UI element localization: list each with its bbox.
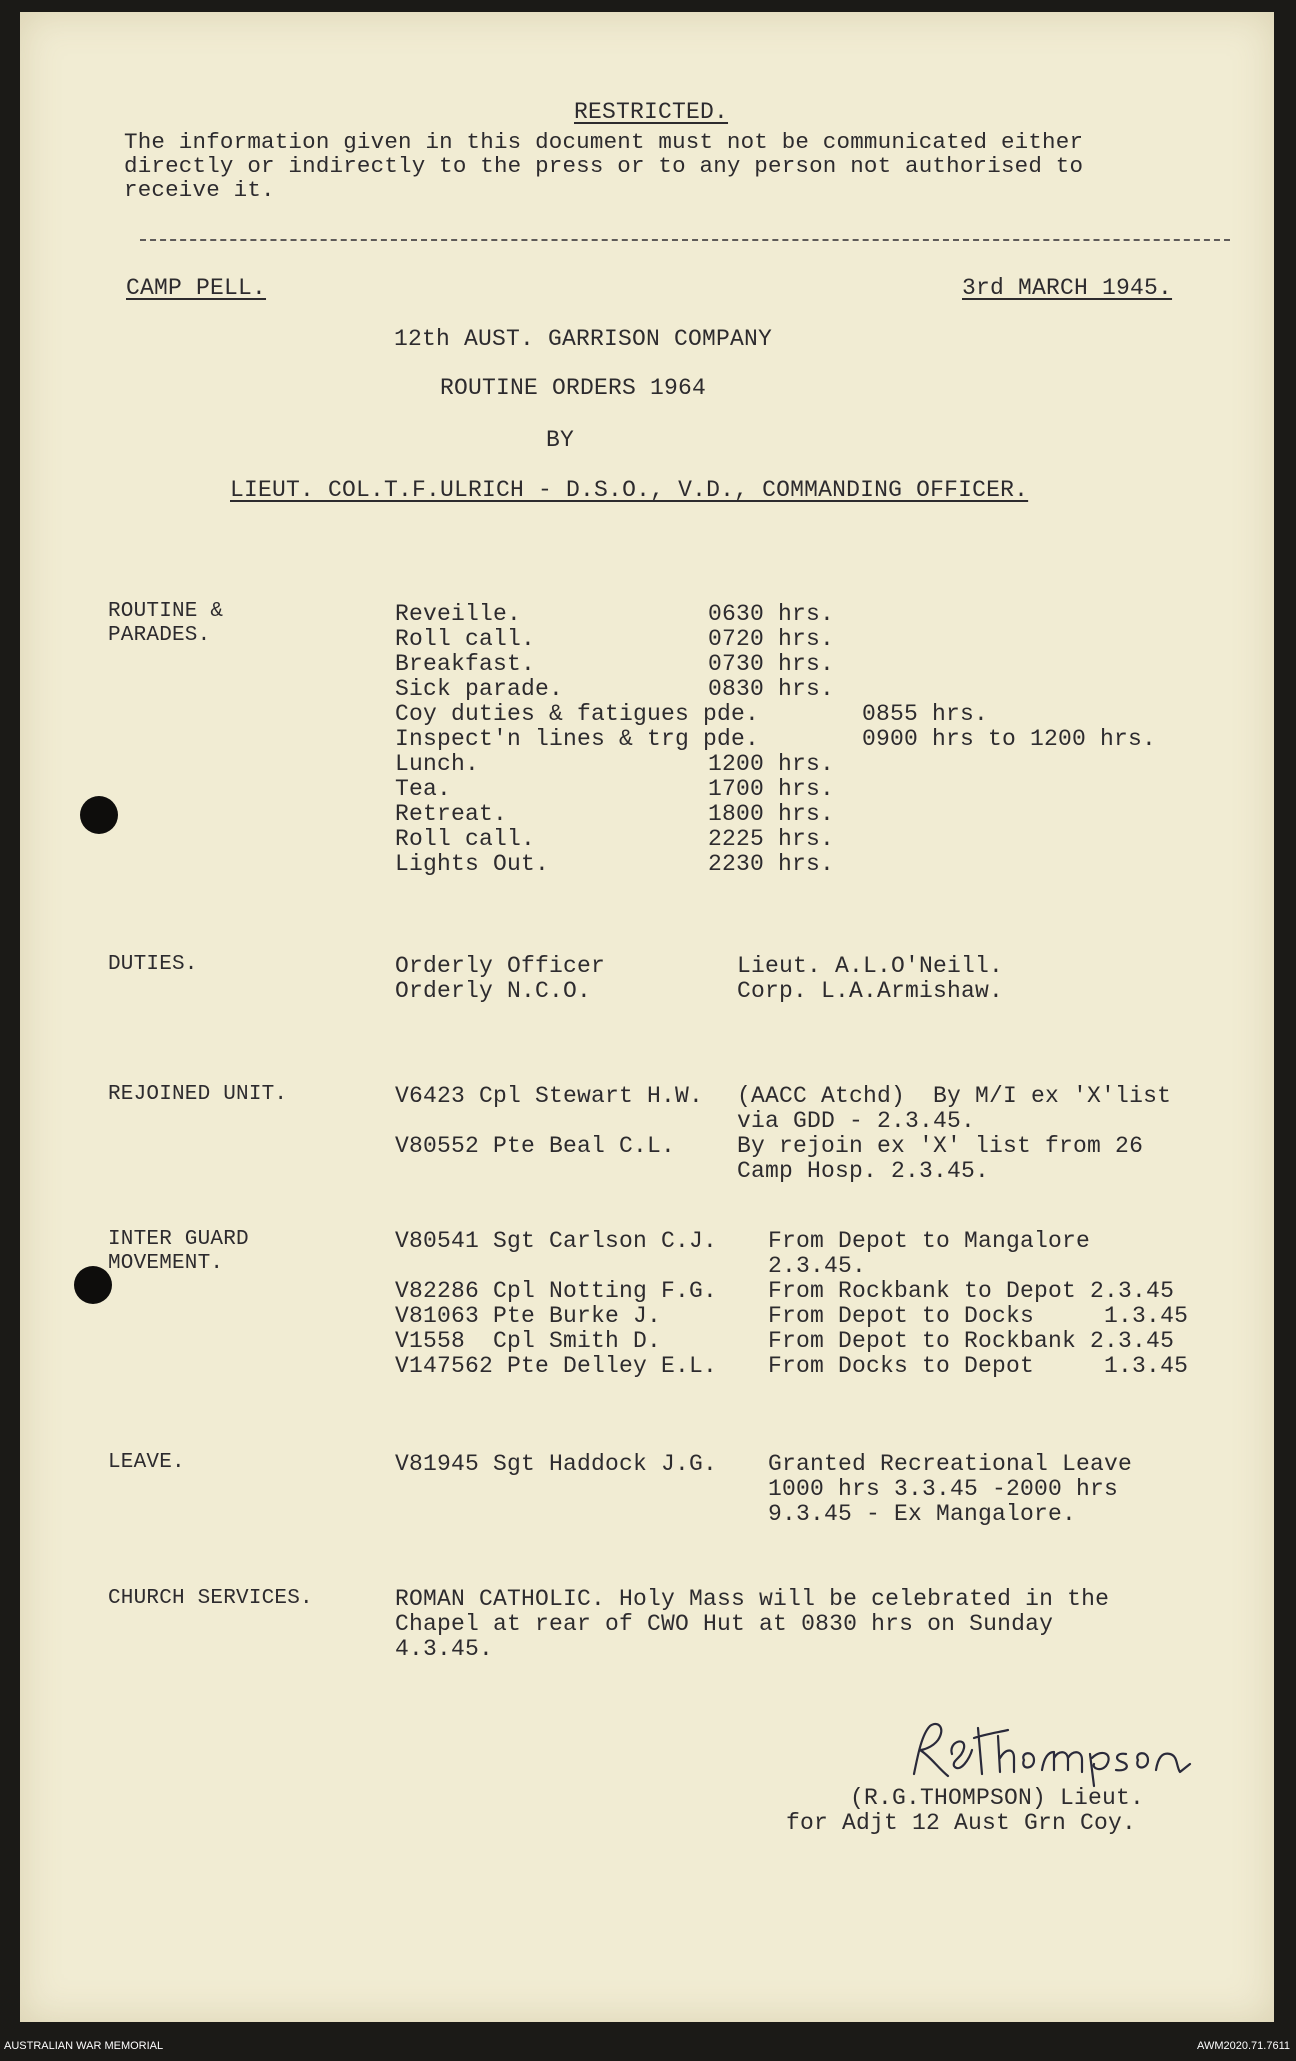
movement-who: V147562 Pte Delley E.L. (395, 1353, 718, 1379)
movement-who: V82286 Cpl Notting F.G. (395, 1278, 718, 1304)
routine-item-label: Roll call. (395, 626, 536, 652)
church-heading: CHURCH SERVICES. (108, 1587, 313, 1610)
duty-name: Corp. L.A.Armishaw. (737, 978, 1004, 1004)
routine-item-label: Sick parade. (395, 676, 564, 702)
routine-item-label: Breakfast. (395, 651, 536, 677)
leave-who: V81945 Sgt Haddock J.G. (395, 1451, 718, 1477)
rejoined-who: V6423 Cpl Stewart H.W. (395, 1083, 704, 1109)
routine-item-label: Reveille. (395, 601, 522, 627)
punch-hole (74, 1266, 112, 1304)
routine-item-label: Retreat. (395, 801, 508, 827)
church-text: 4.3.45. (395, 1636, 494, 1662)
routine-item-time: 0730 hrs. (708, 651, 835, 677)
leave-heading: LEAVE. (108, 1451, 185, 1474)
church-text: Chapel at rear of CWO Hut at 0830 hrs on Sunday (395, 1611, 1054, 1637)
notice-line-1: The information given in this document must not be communicated either (124, 129, 1084, 155)
movement-who: V80541 Sgt Carlson C.J. (395, 1228, 718, 1254)
routine-item-time: 2225 hrs. (708, 826, 835, 852)
routine-item-label: Inspect'n lines & trg pde. (395, 726, 760, 752)
rejoined-heading: REJOINED UNIT. (108, 1083, 288, 1106)
restricted-heading: RESTRICTED. (574, 99, 729, 125)
place: CAMP PELL. (126, 275, 267, 301)
archive-credit: AUSTRALIAN WAR MEMORIAL (4, 2040, 164, 2052)
movement-detail: From Depot to Docks 1.3.45 (768, 1303, 1189, 1329)
routine-item-label: Lights Out. (395, 851, 550, 877)
divider-line (140, 239, 1230, 241)
commanding-officer: LIEUT. COL.T.F.ULRICH - D.S.O., V.D., COMMANDING OFFICER. (230, 477, 1029, 503)
routine-item-time: 0720 hrs. (708, 626, 835, 652)
signatory-role: for Adjt 12 Aust Grn Coy. (786, 1810, 1137, 1836)
document-page (20, 12, 1274, 2022)
rejoined-detail: Camp Hosp. 2.3.45. (737, 1158, 990, 1184)
punch-hole (80, 796, 118, 834)
routine-item-time: 0900 hrs to 1200 hrs. (862, 726, 1157, 752)
rejoined-detail: via GDD - 2.3.45. (737, 1108, 976, 1134)
rejoined-detail: By rejoin ex 'X' list from 26 (737, 1133, 1144, 1159)
notice-line-2: directly or indirectly to the press or to any person not authorised to (124, 153, 1084, 179)
routine-item-time: 0855 hrs. (862, 701, 989, 727)
movement-detail: From Depot to Mangalore (768, 1228, 1091, 1254)
routine-item-time: 1800 hrs. (708, 801, 835, 827)
duties-heading: DUTIES. (108, 953, 198, 976)
routine-heading-1: ROUTINE & (108, 600, 224, 623)
rejoined-detail: (AACC Atchd) By M/I ex 'X'list (737, 1083, 1172, 1109)
routine-item-label: Tea. (395, 776, 452, 802)
routine-item-time: 0630 hrs. (708, 601, 835, 627)
routine-item-label: Coy duties & fatigues pde. (395, 701, 760, 727)
unit-title: 12th AUST. GARRISON COMPANY (394, 326, 773, 352)
routine-item-label: Roll call. (395, 826, 536, 852)
orders-title: ROUTINE ORDERS 1964 (440, 375, 707, 401)
movement-heading-1: INTER GUARD (108, 1228, 249, 1251)
routine-item-time: 1700 hrs. (708, 776, 835, 802)
notice-line-3: receive it. (124, 177, 275, 203)
leave-detail: 9.3.45 - Ex Mangalore. (768, 1501, 1077, 1527)
leave-detail: Granted Recreational Leave (768, 1451, 1133, 1477)
routine-item-time: 1200 hrs. (708, 751, 835, 777)
duty-role: Orderly N.C.O. (395, 978, 592, 1004)
routine-item-time: 2230 hrs. (708, 851, 835, 877)
movement-detail: From Depot to Rockbank 2.3.45 (768, 1328, 1175, 1354)
movement-detail: From Docks to Depot 1.3.45 (768, 1353, 1189, 1379)
rejoined-who: V80552 Pte Beal C.L. (395, 1133, 676, 1159)
duty-role: Orderly Officer (395, 953, 606, 979)
movement-detail: From Rockbank to Depot 2.3.45 (768, 1278, 1175, 1304)
routine-heading-2: PARADES. (108, 624, 211, 647)
church-text: ROMAN CATHOLIC. Holy Mass will be celebrated in the (395, 1586, 1110, 1612)
movement-who: V1558 Cpl Smith D. (395, 1328, 662, 1354)
signatory-name: (R.G.THOMPSON) Lieut. (850, 1785, 1145, 1811)
date: 3rd MARCH 1945. (962, 275, 1173, 301)
by-label: BY (546, 427, 575, 453)
routine-item-label: Lunch. (395, 751, 480, 777)
routine-item-time: 0830 hrs. (708, 676, 835, 702)
movement-heading-2: MOVEMENT. (108, 1252, 224, 1275)
duty-name: Lieut. A.L.O'Neill. (737, 953, 1004, 979)
archive-reference: AWM2020.71.7611 (1197, 2040, 1290, 2052)
handwritten-signature (908, 1714, 1198, 1788)
movement-who: V81063 Pte Burke J. (395, 1303, 662, 1329)
movement-detail: 2.3.45. (768, 1253, 867, 1279)
leave-detail: 1000 hrs 3.3.45 -2000 hrs (768, 1476, 1119, 1502)
